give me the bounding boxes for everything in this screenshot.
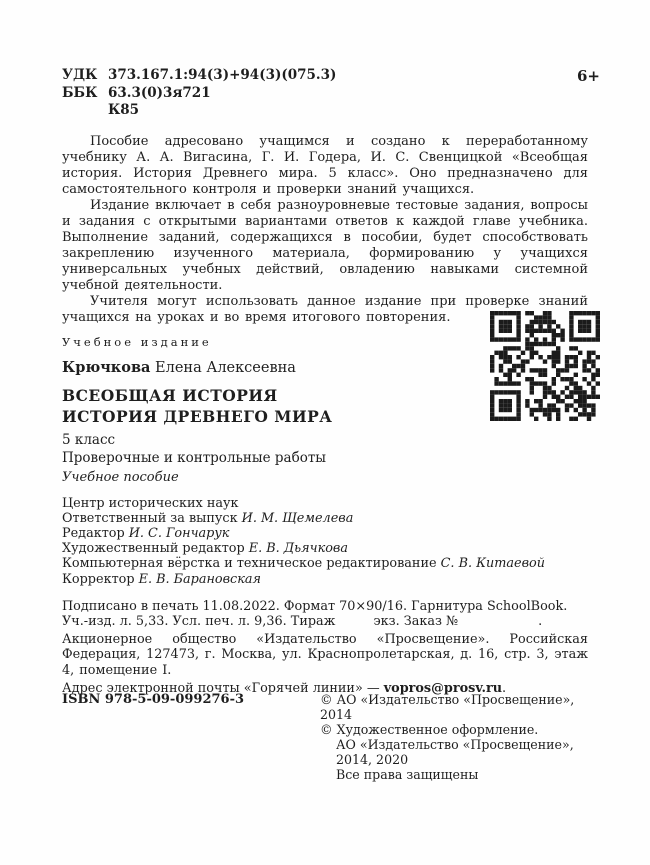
bbk-label: ББК [62,84,98,101]
credits-block [62,496,588,587]
credits-list [62,511,588,587]
credit-line: Художественный редактор Е. В. Дьячкова [62,541,348,557]
print-date-line: Подписано в печать 11.08.2022. Формат 70×90/16. Гарнитура SchoolBook. [62,598,568,614]
udk-label: УДК [62,67,98,83]
print-run-group [62,599,588,629]
author-sign: К85 [108,102,140,118]
grade: 5 класс [62,431,116,448]
grade-block [62,431,588,467]
credit-line: Корректор Е. В. Барановская [62,571,261,587]
bbk-value: 63.3(0)3я721 [108,84,211,101]
book-title-line-2: ИСТОРИЯ ДРЕВНЕГО МИРА [62,406,333,426]
credit-line: Ответственный за выпуск И. М. Щемелева [62,510,354,526]
hotline-email-label: Адрес электронной почты «Горячей линии» — [62,680,384,696]
hotline-email: vopros@prosv.ru [383,680,502,696]
credit-line: Компьютерная вёрстка и техническое редактирование С. В. Китаевой [62,556,545,572]
footer [62,692,610,782]
author-first-names: Елена Алексеевна [155,359,296,376]
publisher-address: Акционерное общество «Издательство «Просвещение». Российская Федерация, 127473, г. Москва, ул. Краснопролетарская, д. 16, стр. 3, этаж 4, помещение I. [62,632,588,678]
copyright-block [320,692,610,782]
edition-kind: Учебное издание [62,334,212,349]
subtitle: Проверочные и контрольные работы [62,449,327,466]
author-last-name: Крючкова [62,358,151,376]
isbn: ISBN 978-5-09-099276-3 [62,692,245,707]
udk-row [62,67,588,85]
credits-center: Центр исторических наук [62,495,239,511]
edition-type: Учебное пособие [62,469,179,485]
annotation-paragraph-3: Учителя могут использовать данное издание при проверке знаний учащихся на уроках и во время итогового повторения. [62,293,588,325]
classification-block [62,67,588,120]
qr-code-icon [490,311,600,421]
print-run-line: Уч.-изд. л. 5,33. Усл. печ. л. 9,36. Тираж экз. Заказ № . [62,613,543,629]
print-info [62,599,588,696]
bbk-row [62,85,588,103]
copyright-line: АО «Издательство «Просвещение», 2014, 2020 [336,737,574,767]
age-rating-badge: 6+ [576,67,600,85]
udk-value: 373.167.1:94(3)+94(3)(075.3) [108,67,337,83]
hotline-email-line: Адрес электронной почты «Горячей линии» — vopros@prosv.ru. [62,680,507,696]
annotation [62,134,588,326]
credit-line: Редактор И. С. Гончарук [62,525,230,541]
annotation-paragraph-1: Пособие адресовано учащимся и создано к переработанному учебнику А. А. Вигасина, Г. И. Годера, И. С. Свенцицкой «Всеобщая история. История Древнего мира. 5 класс». Оно предназначено для самостоятельного контроля и проверки знаний учащихся. [62,133,588,197]
copyright-line: © АО «Издательство «Просвещение», 2014 [320,692,575,722]
book-title-line-1: ВСЕОБЩАЯ ИСТОРИЯ [62,385,278,405]
copyright-line: Все права защищены [336,767,479,782]
annotation-paragraph-2: Издание включает в себя разноуровневые тестовые задания, вопросы и задания с открытыми вариантами ответов к каждой главе учебника. Выполнение заданий, содержащихся в пособии, будет способствовать закреплению изученного материала, формированию у учащихся универсальных учебных действий, овладению навыками системной учебной деятельности. [62,197,588,293]
copyright-line: © Художественное оформление. [320,722,539,737]
author-sign-row [62,102,588,120]
